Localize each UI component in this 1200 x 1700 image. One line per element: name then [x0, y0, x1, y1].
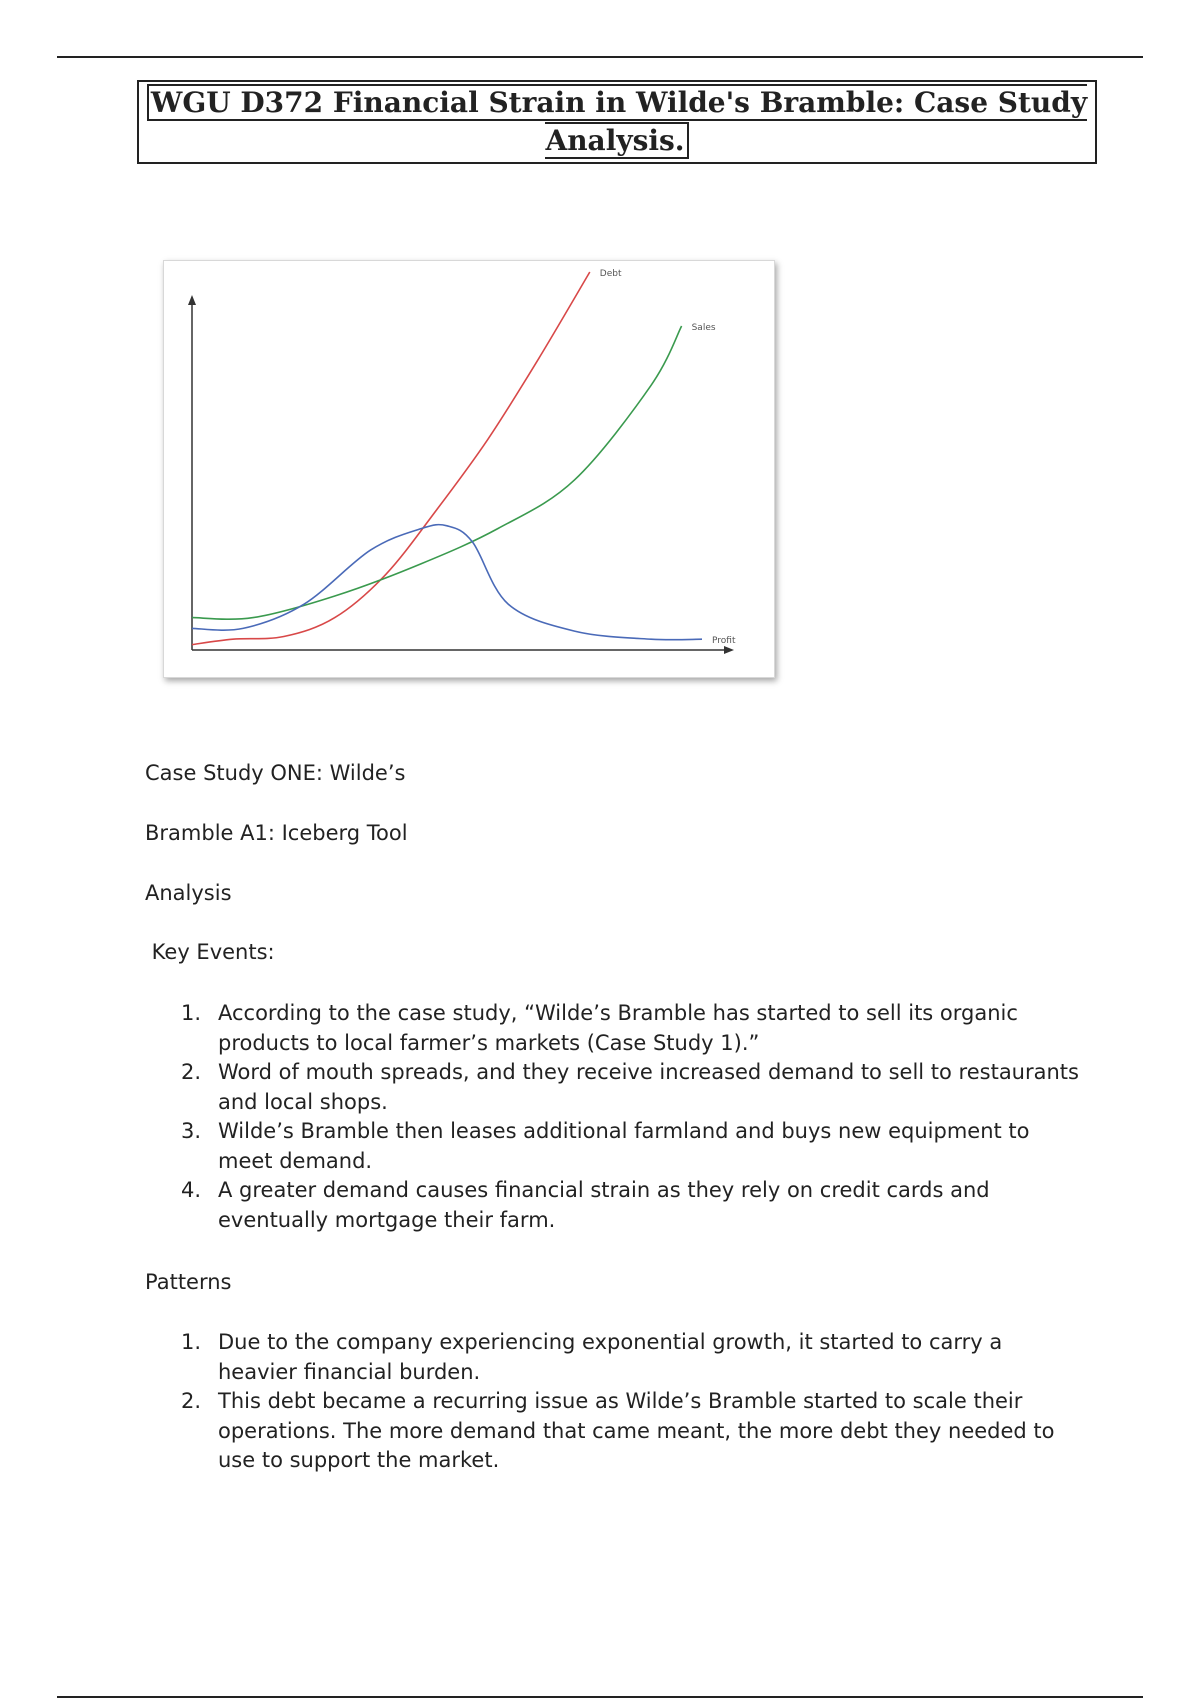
- key-events-label: Key Events:: [145, 940, 275, 964]
- debt-series-label: Debt: [599, 269, 622, 279]
- list-item: [145, 1058, 1085, 1117]
- key-events-list: [145, 999, 1085, 1235]
- list-number: 1.: [181, 1001, 202, 1025]
- list-item-text: Due to the company experiencing exponential growth, it started to carry a heavier financial burden.: [218, 1330, 1003, 1384]
- list-item-text: Wilde’s Bramble then leases additional farmland and buys new equipment to meet demand.: [218, 1119, 1030, 1173]
- list-item: [145, 1117, 1085, 1176]
- patterns-label: Patterns: [145, 1270, 232, 1294]
- bottom-rule: [57, 1696, 1143, 1698]
- list-item-text: This debt became a recurring issue as Wilde’s Bramble started to scale their operations. The more demand that came meant, the more debt they needed to use to support the market.: [218, 1389, 1055, 1472]
- patterns-list: [145, 1328, 1085, 1476]
- document-title-box: [137, 80, 1097, 164]
- list-item: [145, 999, 1085, 1058]
- case-study-heading-line3: Analysis: [145, 881, 232, 905]
- x-axis-arrow: [724, 646, 734, 654]
- list-item: [145, 1328, 1085, 1387]
- debt-line: [192, 272, 590, 645]
- list-number: 2.: [181, 1060, 202, 1084]
- list-item-text: Word of mouth spreads, and they receive increased demand to sell to restaurants and local shops.: [218, 1060, 1079, 1114]
- line-chart: [163, 260, 775, 678]
- list-item-text: A greater demand causes financial strain as they rely on credit cards and eventually mortgage their farm.: [218, 1178, 990, 1232]
- list-number: 4.: [181, 1178, 202, 1202]
- list-item-text: According to the case study, “Wilde’s Bramble has started to sell its organic products to local farmer’s markets (Case Study 1).”: [218, 1001, 1018, 1055]
- document-title: WGU D372 Financial Strain in Wilde's Bramble: Case Study Analysis.: [147, 84, 1087, 159]
- sales-series-label: Sales: [691, 323, 716, 333]
- case-study-heading-line1: Case Study ONE: Wilde’s: [145, 761, 406, 785]
- list-number: 1.: [181, 1330, 202, 1354]
- top-rule: [57, 56, 1143, 58]
- profit-line: [192, 525, 702, 640]
- list-item: [145, 1176, 1085, 1235]
- case-study-heading-line2: Bramble A1: Iceberg Tool: [145, 821, 408, 845]
- profit-series-label: Profit: [712, 636, 736, 647]
- list-number: 3.: [181, 1119, 202, 1143]
- list-item: [145, 1387, 1085, 1476]
- y-axis-arrow: [188, 295, 196, 305]
- sales-line: [192, 326, 682, 619]
- chart-svg: [164, 261, 774, 677]
- list-number: 2.: [181, 1389, 202, 1413]
